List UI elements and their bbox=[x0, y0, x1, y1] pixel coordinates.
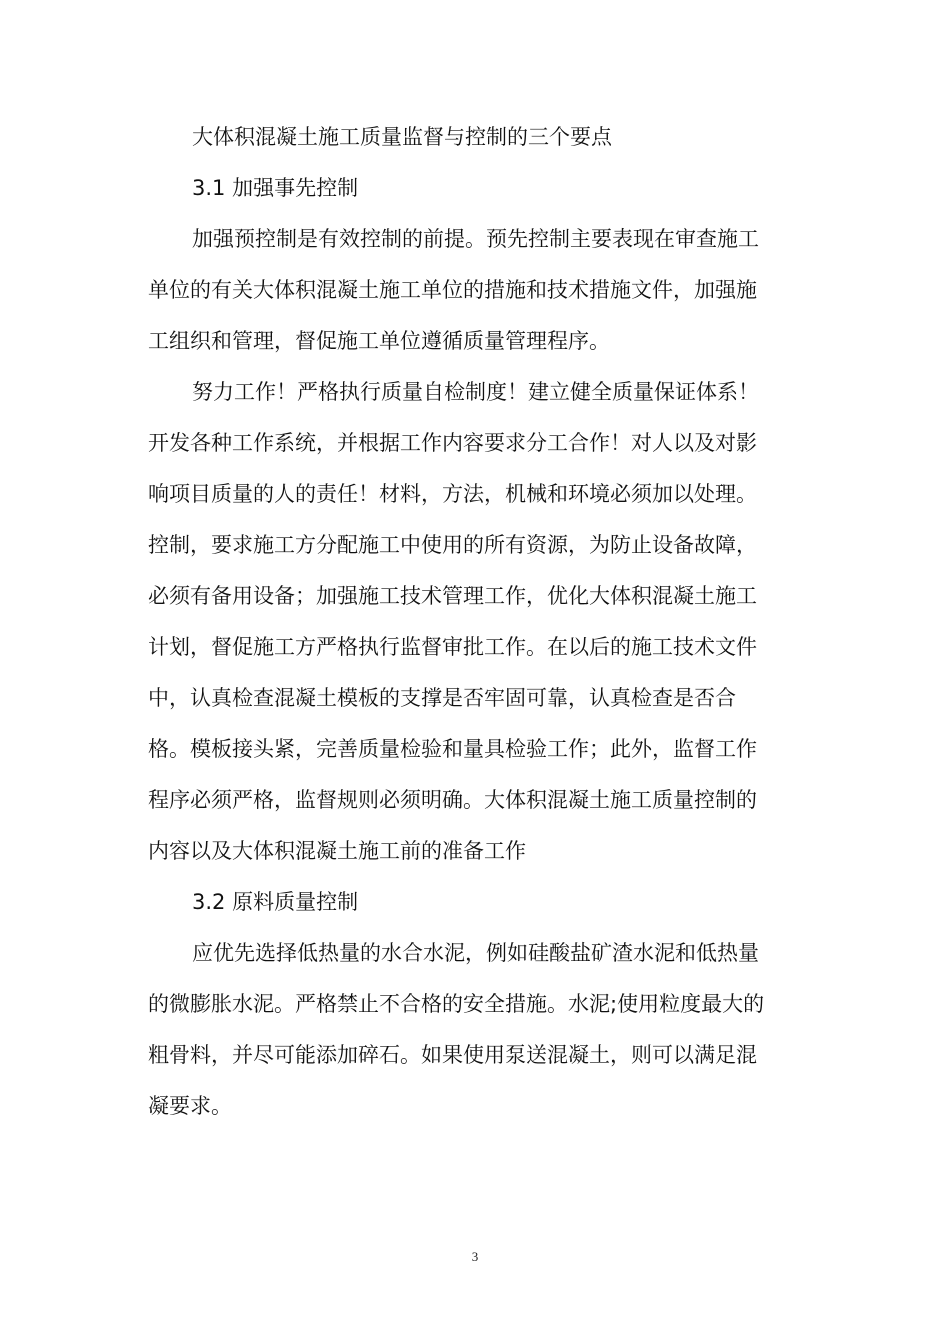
paragraph-line: 加强预控制是有效控制的前提。预先控制主要表现在审查施工 bbox=[192, 227, 759, 251]
paragraph-line: 响项目质量的人的责任！材料，方法，机械和环境必须加以处理。 bbox=[148, 482, 757, 506]
paragraph-line: 粗骨料，并尽可能添加碎石。如果使用泵送混凝土，则可以满足混 bbox=[148, 1043, 757, 1067]
page-content bbox=[148, 112, 802, 1132]
paragraph-line: 控制，要求施工方分配施工中使用的所有资源，为防止设备故障， bbox=[148, 533, 757, 557]
paragraph-line: 努力工作！严格执行质量自检制度！建立健全质量保证体系！ bbox=[192, 380, 759, 404]
section-3-2-title: 3.2 原料质量控制 bbox=[192, 890, 359, 914]
paragraph-line: 必须有备用设备；加强施工技术管理工作，优化大体积混凝土施工 bbox=[148, 584, 757, 608]
paragraph-line: 凝要求。 bbox=[148, 1094, 232, 1118]
section-3-1-paragraph-2 bbox=[148, 367, 802, 877]
paragraph-line: 应优先选择低热量的水合水泥，例如硅酸盐矿渣水泥和低热量 bbox=[192, 941, 759, 965]
section-3-1-paragraph-1 bbox=[148, 214, 802, 367]
section-3-1-title: 3.1 加强事先控制 bbox=[192, 176, 359, 200]
paragraph-line: 的微膨胀水泥。严格禁止不合格的安全措施。水泥;使用粒度最大的 bbox=[148, 992, 765, 1016]
paragraph-line: 工组织和管理，督促施工单位遵循质量管理程序。 bbox=[148, 329, 610, 353]
paragraph-line: 单位的有关大体积混凝土施工单位的措施和技术措施文件，加强施 bbox=[148, 278, 757, 302]
paragraph-line: 中，认真检查混凝土模板的支撑是否牢固可靠，认真检查是否合 bbox=[148, 686, 736, 710]
page-number: 3 bbox=[471, 1249, 479, 1264]
paragraph-line: 程序必须严格，监督规则必须明确。大体积混凝土施工质量控制的 bbox=[148, 788, 757, 812]
document-heading: 大体积混凝土施工质量监督与控制的三个要点 bbox=[192, 125, 612, 149]
paragraph-line: 内容以及大体积混凝土施工前的准备工作 bbox=[148, 839, 526, 863]
section-3-2-paragraph-1 bbox=[148, 928, 802, 1132]
paragraph-line: 开发各种工作系统，并根据工作内容要求分工合作！对人以及对影 bbox=[148, 431, 757, 455]
paragraph-line: 格。模板接头紧，完善质量检验和量具检验工作；此外，监督工作 bbox=[148, 737, 757, 761]
paragraph-line: 计划，督促施工方严格执行监督审批工作。在以后的施工技术文件 bbox=[148, 635, 757, 659]
